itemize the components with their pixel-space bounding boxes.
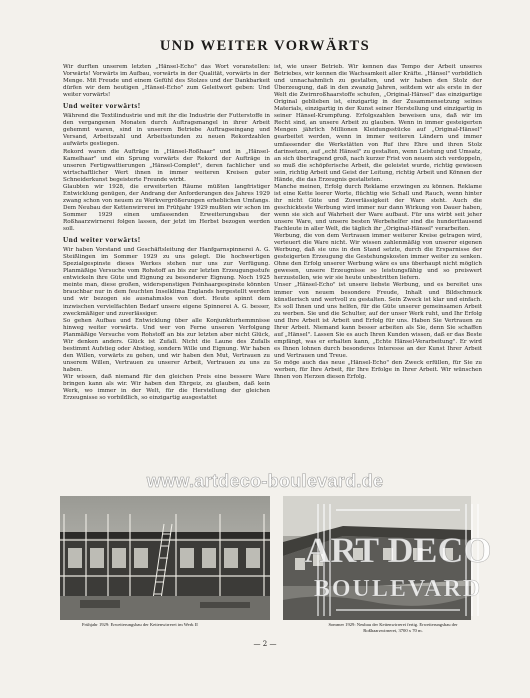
paragraph: So gehen Aufbau und Entwicklung über alle Konjunkturhemmnisse hinweg weiter vorwärts. Und wer von Ferne unseren Verfolgung Planmäßige Versuche vom Rohstoff an bis zur letzten aber nicht Glück, Wir denken anders. Glück ist Zufall. Nicht die Laune des Zufalls bestimmt Aufstieg oder Abstieg, sondern Wille und Eignung. Wir haben den Willen, vorwärts zu gehen, und wir haben den Mut, Vertrauen zu unserem Willen, Vertrauen zu unserer Arbeit, Vertrauen zu uns zu haben. [63,317,270,373]
page-title: UND WEITER VORWÄRTS [159,38,371,54]
paragraph: Werbung, die von dem Vertrauen immer weiterer Kreise getragen wird, verteuert die Ware nicht. Wir wissen zahlenmäßig von unserer eigenen Werbung, daß sie uns in den Stand setzte, durch die Ersparnisse der gesteigerten Erzeugung die Gestehungskosten immer weiter zu senken. Ohne den Erfolg unserer Werbung wäre es uns überhaupt nicht möglich gewesen, unsere Erzeugnisse so leistungsfähig und so preiswert herzustellen, wie wir sie heute unbestritten liefern. [274,233,482,282]
paragraph: Wir durften unserem letzten „Hänsel-Echo" das Wort voranstellen: Vorwärts! Vorwärts im Aufbau, vorwärts in der Qualität, vorwärts in der Menge. Mit Freude und einem Gefühl des Stolzes und der Dankbarkeit dürfen wir dem heutigen „Hänsel-Echo" zum Geleitwort geben: Und weiter vorwärts! [63,64,270,99]
section-heading: Und weiter vorwärts! [63,236,141,245]
paragraph: Glaubten wir 1928, die erweiterten Räume müßten langfristiger Entwicklung genügen, der Andrang der Anforderungen des Jahres 1929 zwang schon von neuem zu Werkvergrößerungen erheblichen Umfangs. Dem Neubau der Kettenwirrerei im Frühjahr 1929 mußten wir schon im Sommer 1929 einen umfassenden Erweiterungsbau der Roßhaarzwirnerei folgen lassen, der jetzt im Herbst bezogen werden soll. [63,183,270,233]
section-heading: Und weiter vorwärts! [63,102,141,111]
photo-caption: Frühjahr 1929: Erweiterungsbau der Kettenwirrerei im Werk II [82,622,198,627]
paragraph: Wir wissen, daß niemand für den gleichen Preis eine bessere Ware bringen kann als wir. Wir haben den Ehrgeiz, zu glauben, daß kein Werk, wo immer in der Welt, für die Herstellung der gleichen Erzeugnisse so vorbildlich, so einzigartig ausgestattet [63,373,270,402]
artdeco-logo-watermark [300,500,496,620]
page-number: — 2 — [253,640,277,648]
paragraph: Während die Textilindustrie und mit ihr die Industrie der Futterstoffe in den vergangenen Monaten durch Auftragsmangel in ihrer Arbeit gehemmt waren, sind in unserem Betriebe Auftragseingang und Versand, Arbeitszahl und Arbeitsstunden zu neuen Rekordzahlen aufwärts gestiegen. [63,113,270,148]
watermark-url: www.artdeco-boulevard.de [146,471,384,491]
left-column [63,64,270,494]
logo-line1: ART DECO [304,530,492,570]
construction-photo [60,496,270,620]
paragraph: ist, wie unser Betrieb. Wir kennen das Tempo der Arbeit unseres Betriebes, wir kennen die Wachsamkeit aller Kräfte. „Hänsel" vorbildlich und unnachahmlich zu gestalten, und wir haben den Stolz der Überzeugung, daß in den zwanzig Jahren, seitdem wir als erste in der Welt die Zwirnroßhaarstoffe schufen, „Original-Hänsel" das einzigartige Original geblieben ist, einzigartig in der Zusammensetzung seines Materials, einzigartig in der Kunst seiner Herstellung und einzigartig in seiner Hänsel-Krumpfung. Erfolgszahlen beweisen uns, daß wir im Recht sind, an unsere Arbeit zu glauben. Wenn in immer gesteigerten Mengen jährlich Millionen Kleidungsstücke auf „Original-Hänsel" gearbeitet werden, wenn in immer weiteren Ländern und immer umfassender die Werkstätten von Ruf ihre Ehre und ihren Stolz darinsetzen, auf „echt Hänsel" zu gestalten, wenn Leistung und Umsatz, an sich übertragend groß, nach kurzer Frist von neuem sich verdoppeln, so muß die schöpferische Arbeit, die geleistet wurde, richtig gewiesen sein, richtig Arbeit und Geist der Leitung, richtig Arbeit und Können der Hände, die das Erzeugnis gestalteten. [274,64,482,183]
photo-caption: Sommer 1929: Neubau der Kettenwirrerei fertig. Erweiterungsbau der Roßhaarzwirnerei, 3700 x 70 m. [328,622,458,633]
logo-line2: BOULEVARD [313,576,483,602]
paragraph: Rekord waren die Aufträge in „Hänsel-Roßhaar" und in „Hänsel-Kamelhaar" und ein Sprung vorwärts der Rekord der Aufträge in unseren Fertigwattierungen „Hänsel-Complet", deren fachlicher und wirtschaftlicher Wert ihnen in immer weiteren Kreisen guter Schneiderkunst begeisterte Freunde wirbt. [63,148,270,183]
paragraph: Manche meinen, Erfolg durch Reklame erzwingen zu können. Reklame ist eine Kette leerer Worte, flüchtig wie Schall und Rauch, wenn hinter ihr nicht Güte und Zuverlässigkeit der Ware steht. Auch die geschickteste Werbung wird immer nur dann Wirkung von Dauer haben, wenn sie sich auf Wahrheit der Ware aufbaut. Für uns wirbt seit jeher unsere Ware, und unsere besten Werbehelfer sind die hunderttausend Fachleute in aller Welt, die täglich ihr „Original-Hänsel" verarbeiten. [274,183,482,233]
right-column [274,64,482,494]
paragraph: Wir haben Vorstand und Geschäftsleitung der Hanfgarnspinnerei A. G. Steißlingen im Sommer 1929 zu uns gelegt. Die hochwertigen Spezialgespinste dieses Werkes stehen nur uns zur Verfügung. Planmäßige Versuche vom Rohstoff an bis zur letzten Erzeugungsstufe entwickeln ihre Güte und Eignung zu besonderer Eignung. Noch 1925 meinte man, diese großen, widerspenstigen Feinhaargespinste könnten brauchbar nur in dem feuchten Inselklima Englands hergestellt werden und wir bezogen sie ausnahmslos von dort. Heute spinnt dem inzwischen vervielfachten Bedarf unsere eigene Spinnerei A. G. besser, zweckmäßiger und zuverlässiger. [63,247,270,317]
paragraph: Unser „Hänsel-Echo" ist unsere liebste Werbung, und es bereitet uns immer von neuem besondere Freude, Inhalt und Bildschmuck künstlerisch und wertvoll zu gestalten. Sein Zweck ist klar und einfach. Es soll Ihnen und uns helfen, für die Güte unserer gemeinsamen Arbeit zu werben. Sie und die Schulter, auf der unser Werk ruht, und Ihr Erfolg und Ihre Arbeit ist Arbeit und Erfolg für uns. Haben Sie Vertrauen zu Ihrer Arbeit. Niemand kann besser arbeiten als Sie, denn Sie schaffen auf „Hänsel". Lassen Sie es auch Ihren Kunden wissen, daß er das Beste empfängt, was er erhalten kann, „Echte Hänsel-Verarbeitung". Er wird es Ihnen lohnen durch besonderes Interesse an der Kunst Ihrer Arbeit und Vertrauen und Treue. [274,282,482,359]
paragraph: So möge auch das neue „Hänsel-Echo" den Zweck erfüllen, für Sie zu werben, für Ihre Arbeit, für Ihre Erfolge in Ihrer Arbeit. Wir wünschen Ihnen von Herzen diesen Erfolg. [274,359,482,381]
